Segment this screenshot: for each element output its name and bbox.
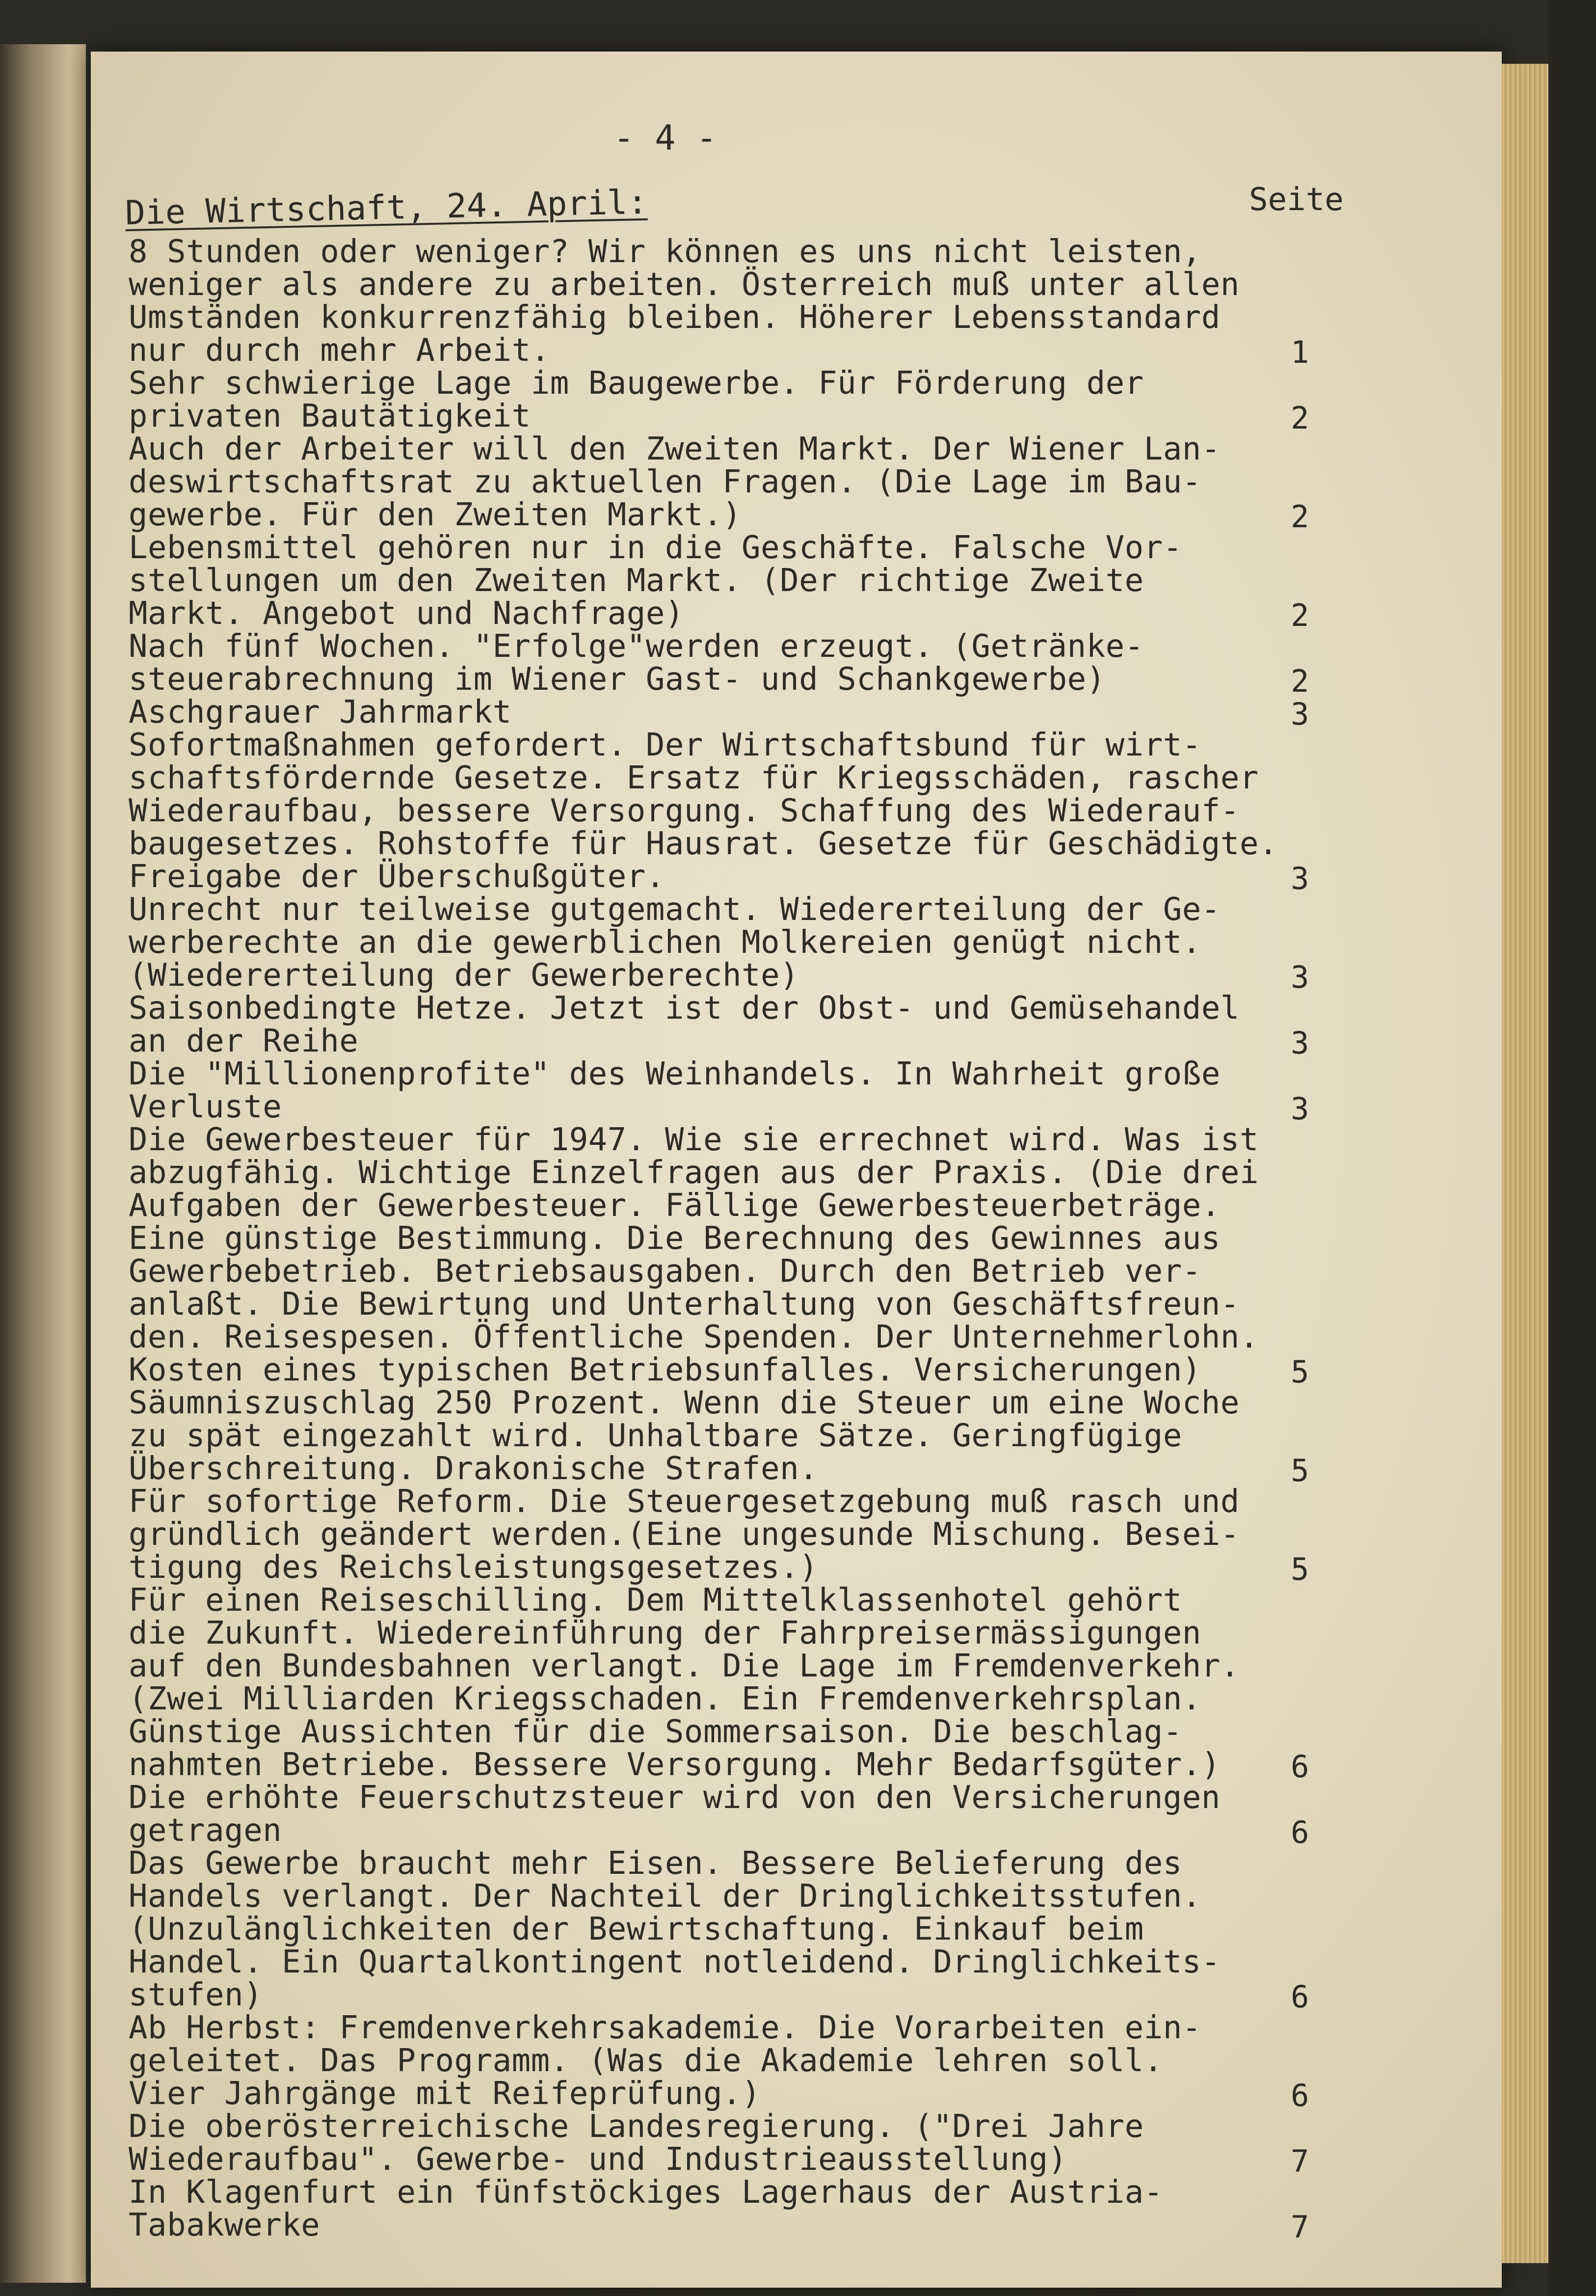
entry-item: [129, 433, 1221, 532]
page-edges: [1502, 64, 1548, 2263]
entry-line: zu spät eingezahlt wird. Unhaltbare Sätze. Geringfügige: [129, 1418, 1182, 1454]
entry-line: Vier Jahrgänge mit Reifeprüfung.): [129, 2076, 761, 2112]
page-reference: 6: [1291, 1749, 1309, 1784]
entry-line: Gewerbebetrieb. Betriebsausgaben. Durch den Betrieb ver-: [129, 1253, 1201, 1290]
entry-line: Auch der Arbeiter will den Zweiten Markt. Der Wiener Lan-: [129, 431, 1221, 467]
entry-line: Wiederaufbau". Gewerbe- und Industrieausstellung): [129, 2141, 1067, 2178]
page-reference: 3: [1291, 1025, 1309, 1061]
entry-line: privaten Bautätigkeit: [129, 398, 531, 434]
page-reference: 5: [1291, 1354, 1309, 1390]
entry-line: nur durch mehr Arbeit.: [129, 332, 550, 369]
entry-line: weniger als andere zu arbeiten. Österreich muß unter allen: [129, 267, 1240, 303]
entry-item: [129, 1486, 1240, 1584]
entry-line: Die oberösterreichische Landesregierung. ("Drei Jahre: [129, 2108, 1144, 2145]
entry-item: [129, 1782, 1221, 1847]
entry-line: Wiederaufbau, bessere Versorgung. Schaffung des Wiederauf-: [129, 793, 1240, 829]
left-facing-page: [0, 44, 86, 2283]
page-column-label: Seite: [1249, 182, 1344, 218]
entry-line: gewerbe. Für den Zweiten Markt.): [129, 497, 742, 533]
entry-line: Lebensmittel gehören nur in die Geschäfte. Falsche Vor-: [129, 530, 1182, 566]
entry-line: Handels verlangt. Der Nachteil der Dringlichkeitsstufen.: [129, 1878, 1201, 1915]
entry-line: Für einen Reiseschilling. Dem Mittelklassenhotel gehört: [129, 1582, 1182, 1619]
entry-line: Sehr schwierige Lage im Baugewerbe. Für Förderung der: [129, 365, 1144, 402]
entry-line: deswirtschaftsrat zu aktuellen Fragen. (Die Lage im Bau-: [129, 464, 1201, 500]
entry-item: [129, 992, 1240, 1058]
entry-item: [129, 236, 1240, 367]
entry-item: [129, 367, 1144, 433]
page-reference: 6: [1291, 1979, 1309, 2015]
entry-line: auf den Bundesbahnen verlangt. Die Lage im Fremdenverkehr.: [129, 1648, 1240, 1684]
entry-line: (Zwei Milliarden Kriegsschaden. Ein Fremdenverkehrsplan.: [129, 1681, 1201, 1717]
entry-line: Eine günstige Bestimmung. Die Berechnung des Gewinnes aus: [129, 1220, 1221, 1257]
entry-line: anlaßt. Die Bewirtung und Unterhaltung von Geschäftsfreun-: [129, 1286, 1240, 1323]
entry-line: Die erhöhte Feuerschutzsteuer wird von den Versicherungen: [129, 1780, 1221, 1816]
entry-line: Für sofortige Reform. Die Steuergesetzgebung muß rasch und: [129, 1484, 1240, 1520]
entry-line: Günstige Aussichten für die Sommersaison. Die beschlag-: [129, 1714, 1182, 1750]
entry-item: [129, 696, 512, 729]
entry-line: nahmten Betriebe. Bessere Versorgung. Mehr Bedarfsgüter.): [129, 1747, 1221, 1783]
page-reference: 3: [1291, 959, 1309, 995]
entry-item: [129, 1058, 1221, 1124]
entry-line: Unrecht nur teilweise gutgemacht. Wiedererteilung der Ge-: [129, 891, 1221, 928]
entry-line: abzugfähig. Wichtige Einzelfragen aus der Praxis. (Die drei: [129, 1155, 1259, 1191]
entry-line: werberechte an die gewerblichen Molkereien genügt nicht.: [129, 924, 1201, 961]
entry-line: (Unzulänglichkeiten der Bewirtschaftung. Einkauf beim: [129, 1911, 1144, 1947]
entry-line: Aschgrauer Jahrmarkt: [129, 694, 512, 730]
entry-line: an der Reihe: [129, 1023, 359, 1059]
entry-line: den. Reisespesen. Öffentliche Spenden. Der Unternehmerlohn.: [129, 1319, 1259, 1355]
entry-line: stufen): [129, 1977, 263, 2013]
page-reference: 2: [1291, 400, 1309, 436]
entry-line: Ab Herbst: Fremdenverkehrsakademie. Die Vorarbeiten ein-: [129, 2010, 1201, 2046]
entry-line: Überschreitung. Drakonische Strafen.: [129, 1451, 819, 1487]
entry-item: [129, 1124, 1259, 1387]
entry-line: Freigabe der Überschußgüter.: [129, 859, 665, 895]
entry-line: Verluste: [129, 1089, 282, 1125]
entry-line: In Klagenfurt ein fünfstöckiges Lagerhaus der Austria-: [129, 2174, 1163, 2211]
page-reference: 2: [1291, 499, 1309, 535]
entry-line: Tabakwerke: [129, 2207, 320, 2243]
entry-line: die Zukunft. Wiedereinführung der Fahrpreisermässigungen: [129, 1615, 1201, 1651]
page-number: - 4 -: [613, 118, 717, 158]
entry-line: 8 Stunden oder weniger? Wir können es uns nicht leisten,: [129, 234, 1201, 270]
entry-line: Saisonbedingte Hetze. Jetzt ist der Obst- und Gemüsehandel: [129, 990, 1240, 1026]
entry-line: Kosten eines typischen Betriebsunfalles. Versicherungen): [129, 1352, 1201, 1388]
entry-item: [129, 630, 1144, 696]
entry-item: [129, 893, 1221, 992]
entry-line: schaftsfördernde Gesetze. Ersatz für Kriegsschäden, rascher: [129, 760, 1259, 796]
page-reference: 3: [1291, 696, 1309, 732]
page-reference: 3: [1291, 861, 1309, 896]
page-reference: 2: [1291, 597, 1309, 633]
page-reference: 1: [1291, 334, 1309, 370]
entry-item: [129, 532, 1182, 630]
entry-line: getragen: [129, 1812, 282, 1849]
entry-item: [129, 1847, 1221, 2012]
entry-line: Aufgaben der Gewerbesteuer. Fällige Gewerbesteuerbeträge.: [129, 1188, 1221, 1224]
section-heading: Die Wirtschaft, 24. April:: [125, 183, 648, 233]
page-reference: 5: [1291, 1453, 1309, 1488]
entry-line: Säumniszuschlag 250 Prozent. Wenn die Steuer um eine Woche: [129, 1385, 1240, 1421]
entry-line: Nach fünf Wochen. "Erfolge"werden erzeugt. (Getränke-: [129, 628, 1144, 665]
entry-line: Sofortmaßnahmen gefordert. Der Wirtschaftsbund für wirt-: [129, 727, 1201, 763]
entry-item: [129, 2110, 1144, 2176]
entry-item: [129, 2012, 1201, 2110]
entry-item: [129, 1584, 1240, 1782]
entry-item: [129, 2176, 1163, 2242]
entry-line: Handel. Ein Quartalkontingent notleidend. Dringlichkeits-: [129, 1944, 1221, 1980]
entry-line: Die Gewerbesteuer für 1947. Wie sie errechnet wird. Was ist: [129, 1122, 1259, 1158]
entry-line: Umständen konkurrenzfähig bleiben. Höherer Lebensstandard: [129, 299, 1221, 336]
entry-line: gründlich geändert werden.(Eine ungesunde Mischung. Besei-: [129, 1516, 1240, 1553]
page-reference: 6: [1291, 1814, 1309, 1850]
entry-line: stellungen um den Zweiten Markt. (Der richtige Zweite: [129, 563, 1144, 599]
entry-item: [129, 1387, 1240, 1486]
entry-line: Die "Millionenprofite" des Weinhandels. In Wahrheit große: [129, 1056, 1221, 1092]
entry-item: [129, 729, 1278, 893]
page-reference: 3: [1291, 1091, 1309, 1127]
entry-line: (Wiedererteilung der Gewerberechte): [129, 957, 799, 994]
entry-line: steuerabrechnung im Wiener Gast- und Schankgewerbe): [129, 661, 1106, 698]
page-reference: 6: [1291, 2078, 1309, 2113]
page-reference: 7: [1291, 2209, 1309, 2245]
page-reference: 2: [1291, 663, 1309, 699]
entry-line: baugesetzes. Rohstoffe für Hausrat. Gesetze für Geschädigte.: [129, 826, 1278, 862]
entry-line: geleitet. Das Programm. (Was die Akademie lehren soll.: [129, 2043, 1163, 2079]
entry-line: Markt. Angebot und Nachfrage): [129, 595, 684, 632]
entry-line: tigung des Reichsleistungsgesetzes.): [129, 1549, 819, 1586]
entry-line: Das Gewerbe braucht mehr Eisen. Bessere Belieferung des: [129, 1845, 1182, 1882]
page-reference: 5: [1291, 1551, 1309, 1587]
page-reference: 7: [1291, 2143, 1309, 2179]
background-right: [1548, 0, 1596, 2296]
